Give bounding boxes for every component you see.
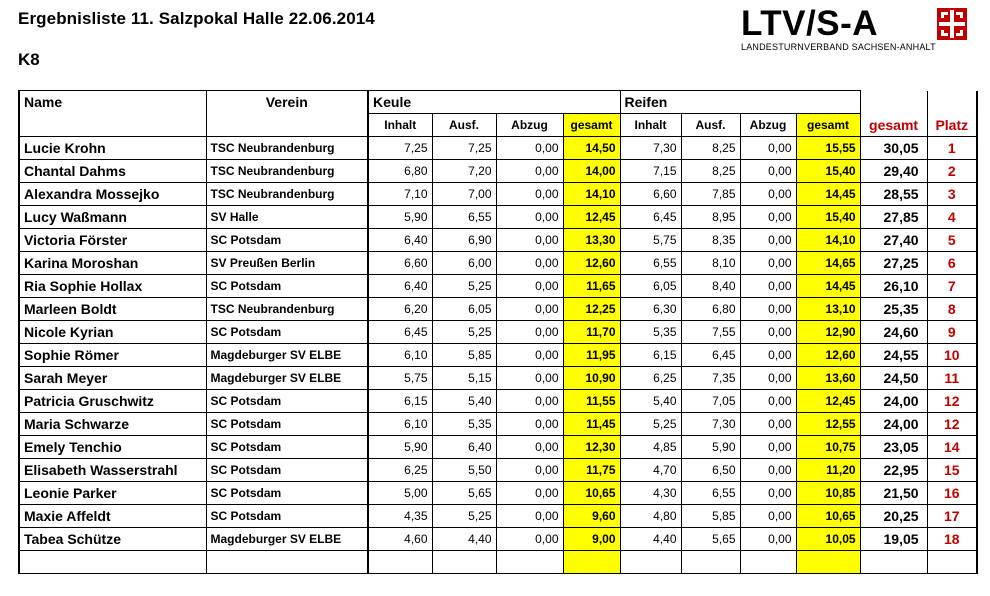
placement: 10 [927, 344, 977, 367]
reifen-inhalt: 5,25 [620, 413, 681, 436]
reifen-inhalt: 7,15 [620, 160, 681, 183]
header-row-sub [19, 114, 977, 137]
table-row [19, 528, 977, 551]
athlete-name: Nicole Kyrian [19, 321, 206, 344]
reifen-gesamt: 14,45 [796, 275, 860, 298]
reifen-gesamt: 15,40 [796, 160, 860, 183]
keule-gesamt: 11,65 [563, 275, 620, 298]
reifen-ausf: 6,55 [681, 482, 740, 505]
keule-inhalt: 5,90 [368, 436, 432, 459]
reifen-inhalt: 6,25 [620, 367, 681, 390]
total-score: 30,05 [860, 137, 927, 160]
keule-gesamt: 12,25 [563, 298, 620, 321]
keule-ausf: 6,05 [432, 298, 496, 321]
club-name: TSC Neubrandenburg [206, 298, 368, 321]
club-name: SC Potsdam [206, 482, 368, 505]
reifen-inhalt: 5,75 [620, 229, 681, 252]
reifen-ausf: 6,80 [681, 298, 740, 321]
reifen-gesamt: 12,55 [796, 413, 860, 436]
keule-ausf: 5,35 [432, 413, 496, 436]
club-name: SV Preußen Berlin [206, 252, 368, 275]
reifen-ausf: 8,10 [681, 252, 740, 275]
reifen-abzug: 0,00 [740, 321, 796, 344]
table-row [19, 183, 977, 206]
reifen-inhalt: 6,30 [620, 298, 681, 321]
reifen-abzug: 0,00 [740, 482, 796, 505]
athlete-name: Patricia Gruschwitz [19, 390, 206, 413]
reifen-abzug: 0,00 [740, 206, 796, 229]
table-row [19, 436, 977, 459]
reifen-abzug: 0,00 [740, 160, 796, 183]
keule-abzug: 0,00 [496, 344, 563, 367]
placement: 18 [927, 528, 977, 551]
header-row-top [19, 91, 977, 114]
keule-ausf: 7,00 [432, 183, 496, 206]
reifen-ausf: 6,50 [681, 459, 740, 482]
club-name: SC Potsdam [206, 321, 368, 344]
keule-inhalt: 5,00 [368, 482, 432, 505]
reifen-abzug: 0,00 [740, 275, 796, 298]
placement: 8 [927, 298, 977, 321]
reifen-ausf: 7,55 [681, 321, 740, 344]
reifen-inhalt: 6,60 [620, 183, 681, 206]
reifen-abzug: 0,00 [740, 298, 796, 321]
reifen-gesamt: 12,45 [796, 390, 860, 413]
total-score: 27,25 [860, 252, 927, 275]
keule-inhalt: 7,10 [368, 183, 432, 206]
keule-ausf: 7,25 [432, 137, 496, 160]
reifen-gesamt: 10,05 [796, 528, 860, 551]
table-row [19, 229, 977, 252]
reifen-abzug: 0,00 [740, 459, 796, 482]
club-name: SV Halle [206, 206, 368, 229]
keule-ausf: 5,65 [432, 482, 496, 505]
table-row [19, 413, 977, 436]
keule-ausf: 6,40 [432, 436, 496, 459]
reifen-gesamt: 15,40 [796, 206, 860, 229]
table-row [19, 137, 977, 160]
reifen-gesamt-header: gesamt [796, 114, 860, 137]
placement: 9 [927, 321, 977, 344]
keule-ausf: 5,40 [432, 390, 496, 413]
reifen-abzug: 0,00 [740, 252, 796, 275]
reifen-inhalt: 6,15 [620, 344, 681, 367]
club-name: Magdeburger SV ELBE [206, 344, 368, 367]
athlete-name: Karina Moroshan [19, 252, 206, 275]
table-row [19, 298, 977, 321]
table-row [19, 275, 977, 298]
keule-inhalt: 5,75 [368, 367, 432, 390]
reifen-ausf: 5,85 [681, 505, 740, 528]
empty-row [19, 551, 977, 574]
results-table [18, 90, 978, 574]
keule-gesamt-header: gesamt [563, 114, 620, 137]
place-header: Platz [927, 114, 977, 137]
total-score: 20,25 [860, 505, 927, 528]
total-score: 28,55 [860, 183, 927, 206]
turner-cross-icon [937, 8, 967, 40]
club-name: Magdeburger SV ELBE [206, 367, 368, 390]
table-row [19, 252, 977, 275]
table-row [19, 206, 977, 229]
keule-gesamt: 9,60 [563, 505, 620, 528]
keule-gesamt: 14,50 [563, 137, 620, 160]
reifen-ausf: 8,25 [681, 137, 740, 160]
keule-gesamt: 12,30 [563, 436, 620, 459]
reifen-abzug: 0,00 [740, 436, 796, 459]
keule-gesamt: 11,70 [563, 321, 620, 344]
reifen-inhalt: 6,55 [620, 252, 681, 275]
keule-ausf: 5,25 [432, 321, 496, 344]
keule-inhalt: 6,60 [368, 252, 432, 275]
keule-abzug-header: Abzug [496, 114, 563, 137]
keule-inhalt: 4,60 [368, 528, 432, 551]
club-name: Magdeburger SV ELBE [206, 528, 368, 551]
col-name-header: Name [19, 91, 206, 114]
athlete-name: Maxie Affeldt [19, 505, 206, 528]
keule-abzug: 0,00 [496, 206, 563, 229]
reifen-gesamt: 14,65 [796, 252, 860, 275]
reifen-ausf: 6,45 [681, 344, 740, 367]
keule-abzug: 0,00 [496, 505, 563, 528]
reifen-gesamt: 12,90 [796, 321, 860, 344]
reifen-ausf: 8,35 [681, 229, 740, 252]
total-score: 26,10 [860, 275, 927, 298]
keule-inhalt: 6,10 [368, 344, 432, 367]
keule-gesamt: 9,00 [563, 528, 620, 551]
placement: 6 [927, 252, 977, 275]
reifen-ausf: 7,35 [681, 367, 740, 390]
club-name: SC Potsdam [206, 229, 368, 252]
keule-abzug: 0,00 [496, 298, 563, 321]
keule-gesamt: 11,95 [563, 344, 620, 367]
keule-gesamt: 13,30 [563, 229, 620, 252]
placement: 4 [927, 206, 977, 229]
club-name: SC Potsdam [206, 436, 368, 459]
placement: 11 [927, 367, 977, 390]
reifen-inhalt: 7,30 [620, 137, 681, 160]
reifen-gesamt: 10,75 [796, 436, 860, 459]
reifen-inhalt: 4,30 [620, 482, 681, 505]
keule-gesamt: 14,00 [563, 160, 620, 183]
placement: 15 [927, 459, 977, 482]
total-score: 24,60 [860, 321, 927, 344]
athlete-name: Lucy Waßmann [19, 206, 206, 229]
reifen-ausf: 8,40 [681, 275, 740, 298]
reifen-inhalt: 4,70 [620, 459, 681, 482]
table-row [19, 505, 977, 528]
total-score: 25,35 [860, 298, 927, 321]
placement: 12 [927, 390, 977, 413]
total-score: 23,05 [860, 436, 927, 459]
reifen-inhalt: 6,05 [620, 275, 681, 298]
reifen-ausf: 7,30 [681, 413, 740, 436]
reifen-gesamt: 15,55 [796, 137, 860, 160]
athlete-name: Tabea Schütze [19, 528, 206, 551]
reifen-ausf-header: Ausf. [681, 114, 740, 137]
reifen-abzug: 0,00 [740, 367, 796, 390]
keule-abzug: 0,00 [496, 160, 563, 183]
reifen-gesamt: 11,20 [796, 459, 860, 482]
total-score: 27,40 [860, 229, 927, 252]
keule-ausf-header: Ausf. [432, 114, 496, 137]
athlete-name: Sophie Römer [19, 344, 206, 367]
athlete-name: Chantal Dahms [19, 160, 206, 183]
reifen-ausf: 7,85 [681, 183, 740, 206]
reifen-gesamt: 14,10 [796, 229, 860, 252]
reifen-abzug: 0,00 [740, 137, 796, 160]
club-name: TSC Neubrandenburg [206, 160, 368, 183]
reifen-ausf: 5,90 [681, 436, 740, 459]
total-score: 24,00 [860, 413, 927, 436]
table-row [19, 160, 977, 183]
reifen-ausf: 8,25 [681, 160, 740, 183]
reifen-abzug-header: Abzug [740, 114, 796, 137]
club-name: SC Potsdam [206, 275, 368, 298]
keule-ausf: 5,25 [432, 505, 496, 528]
keule-gesamt: 11,75 [563, 459, 620, 482]
keule-abzug: 0,00 [496, 321, 563, 344]
total-score: 21,50 [860, 482, 927, 505]
club-name: TSC Neubrandenburg [206, 137, 368, 160]
keule-ausf: 4,40 [432, 528, 496, 551]
keule-gesamt: 12,60 [563, 252, 620, 275]
total-score: 19,05 [860, 528, 927, 551]
reifen-inhalt: 5,35 [620, 321, 681, 344]
reifen-gesamt: 13,60 [796, 367, 860, 390]
keule-gesamt: 10,90 [563, 367, 620, 390]
reifen-inhalt-header: Inhalt [620, 114, 681, 137]
table-row [19, 390, 977, 413]
keule-gesamt: 10,65 [563, 482, 620, 505]
keule-inhalt: 4,35 [368, 505, 432, 528]
total-score: 27,85 [860, 206, 927, 229]
reifen-abzug: 0,00 [740, 183, 796, 206]
keule-inhalt-header: Inhalt [368, 114, 432, 137]
apparatus-2-header: Reifen [620, 91, 860, 114]
reifen-abzug: 0,00 [740, 505, 796, 528]
reifen-inhalt: 4,80 [620, 505, 681, 528]
club-name: TSC Neubrandenburg [206, 183, 368, 206]
reifen-gesamt: 12,60 [796, 344, 860, 367]
keule-gesamt: 11,55 [563, 390, 620, 413]
keule-abzug: 0,00 [496, 252, 563, 275]
reifen-abzug: 0,00 [740, 413, 796, 436]
club-name: SC Potsdam [206, 505, 368, 528]
keule-gesamt: 14,10 [563, 183, 620, 206]
keule-ausf: 6,55 [432, 206, 496, 229]
federation-logo [741, 6, 971, 52]
table-row [19, 459, 977, 482]
reifen-abzug: 0,00 [740, 528, 796, 551]
placement: 7 [927, 275, 977, 298]
logo-subtitle: LANDESTURNVERBAND SACHSEN-ANHALT [741, 42, 936, 52]
keule-inhalt: 6,40 [368, 275, 432, 298]
total-score: 24,55 [860, 344, 927, 367]
keule-inhalt: 5,90 [368, 206, 432, 229]
keule-abzug: 0,00 [496, 367, 563, 390]
table-row [19, 321, 977, 344]
keule-inhalt: 6,25 [368, 459, 432, 482]
athlete-name: Leonie Parker [19, 482, 206, 505]
placement: 14 [927, 436, 977, 459]
reifen-inhalt: 5,40 [620, 390, 681, 413]
table-row [19, 482, 977, 505]
keule-abzug: 0,00 [496, 390, 563, 413]
keule-inhalt: 6,45 [368, 321, 432, 344]
reifen-inhalt: 4,85 [620, 436, 681, 459]
club-name: SC Potsdam [206, 390, 368, 413]
placement: 5 [927, 229, 977, 252]
club-name: SC Potsdam [206, 459, 368, 482]
keule-abzug: 0,00 [496, 482, 563, 505]
keule-abzug: 0,00 [496, 436, 563, 459]
placement: 12 [927, 413, 977, 436]
reifen-ausf: 7,05 [681, 390, 740, 413]
reifen-inhalt: 4,40 [620, 528, 681, 551]
placement: 17 [927, 505, 977, 528]
keule-gesamt: 11,45 [563, 413, 620, 436]
keule-abzug: 0,00 [496, 183, 563, 206]
reifen-inhalt: 6,45 [620, 206, 681, 229]
keule-ausf: 6,00 [432, 252, 496, 275]
keule-abzug: 0,00 [496, 275, 563, 298]
reifen-gesamt: 10,85 [796, 482, 860, 505]
reifen-ausf: 5,65 [681, 528, 740, 551]
athlete-name: Maria Schwarze [19, 413, 206, 436]
reifen-gesamt: 13,10 [796, 298, 860, 321]
keule-ausf: 5,85 [432, 344, 496, 367]
club-name: SC Potsdam [206, 413, 368, 436]
athlete-name: Elisabeth Wasserstrahl [19, 459, 206, 482]
keule-inhalt: 6,80 [368, 160, 432, 183]
keule-ausf: 5,15 [432, 367, 496, 390]
total-score: 22,95 [860, 459, 927, 482]
athlete-name: Sarah Meyer [19, 367, 206, 390]
keule-inhalt: 6,10 [368, 413, 432, 436]
total-score: 24,50 [860, 367, 927, 390]
reifen-ausf: 8,95 [681, 206, 740, 229]
athlete-name: Victoria Förster [19, 229, 206, 252]
logo-wordmark: LTV/S-A [741, 4, 879, 43]
placement: 3 [927, 183, 977, 206]
category-label: K8 [18, 50, 40, 69]
placement: 2 [927, 160, 977, 183]
keule-ausf: 7,20 [432, 160, 496, 183]
document-title: Ergebnisliste 11. Salzpokal Halle 22.06.2014 [18, 9, 375, 28]
keule-ausf: 5,50 [432, 459, 496, 482]
keule-abzug: 0,00 [496, 137, 563, 160]
keule-abzug: 0,00 [496, 528, 563, 551]
athlete-name: Ria Sophie Hollax [19, 275, 206, 298]
total-header: gesamt [860, 114, 927, 137]
keule-inhalt: 7,25 [368, 137, 432, 160]
keule-inhalt: 6,40 [368, 229, 432, 252]
keule-ausf: 5,25 [432, 275, 496, 298]
athlete-name: Emely Tenchio [19, 436, 206, 459]
keule-abzug: 0,00 [496, 413, 563, 436]
apparatus-1-header: Keule [368, 91, 620, 114]
keule-inhalt: 6,20 [368, 298, 432, 321]
athlete-name: Lucie Krohn [19, 137, 206, 160]
reifen-gesamt: 10,65 [796, 505, 860, 528]
reifen-abzug: 0,00 [740, 390, 796, 413]
total-score: 29,40 [860, 160, 927, 183]
keule-gesamt: 12,45 [563, 206, 620, 229]
keule-abzug: 0,00 [496, 229, 563, 252]
athlete-name: Alexandra Mossejko [19, 183, 206, 206]
keule-ausf: 6,90 [432, 229, 496, 252]
reifen-abzug: 0,00 [740, 229, 796, 252]
placement: 1 [927, 137, 977, 160]
table-row [19, 344, 977, 367]
keule-abzug: 0,00 [496, 459, 563, 482]
keule-inhalt: 6,15 [368, 390, 432, 413]
reifen-gesamt: 14,45 [796, 183, 860, 206]
reifen-abzug: 0,00 [740, 344, 796, 367]
col-club-header: Verein [206, 91, 368, 114]
total-score: 24,00 [860, 390, 927, 413]
athlete-name: Marleen Boldt [19, 298, 206, 321]
table-row [19, 367, 977, 390]
placement: 16 [927, 482, 977, 505]
